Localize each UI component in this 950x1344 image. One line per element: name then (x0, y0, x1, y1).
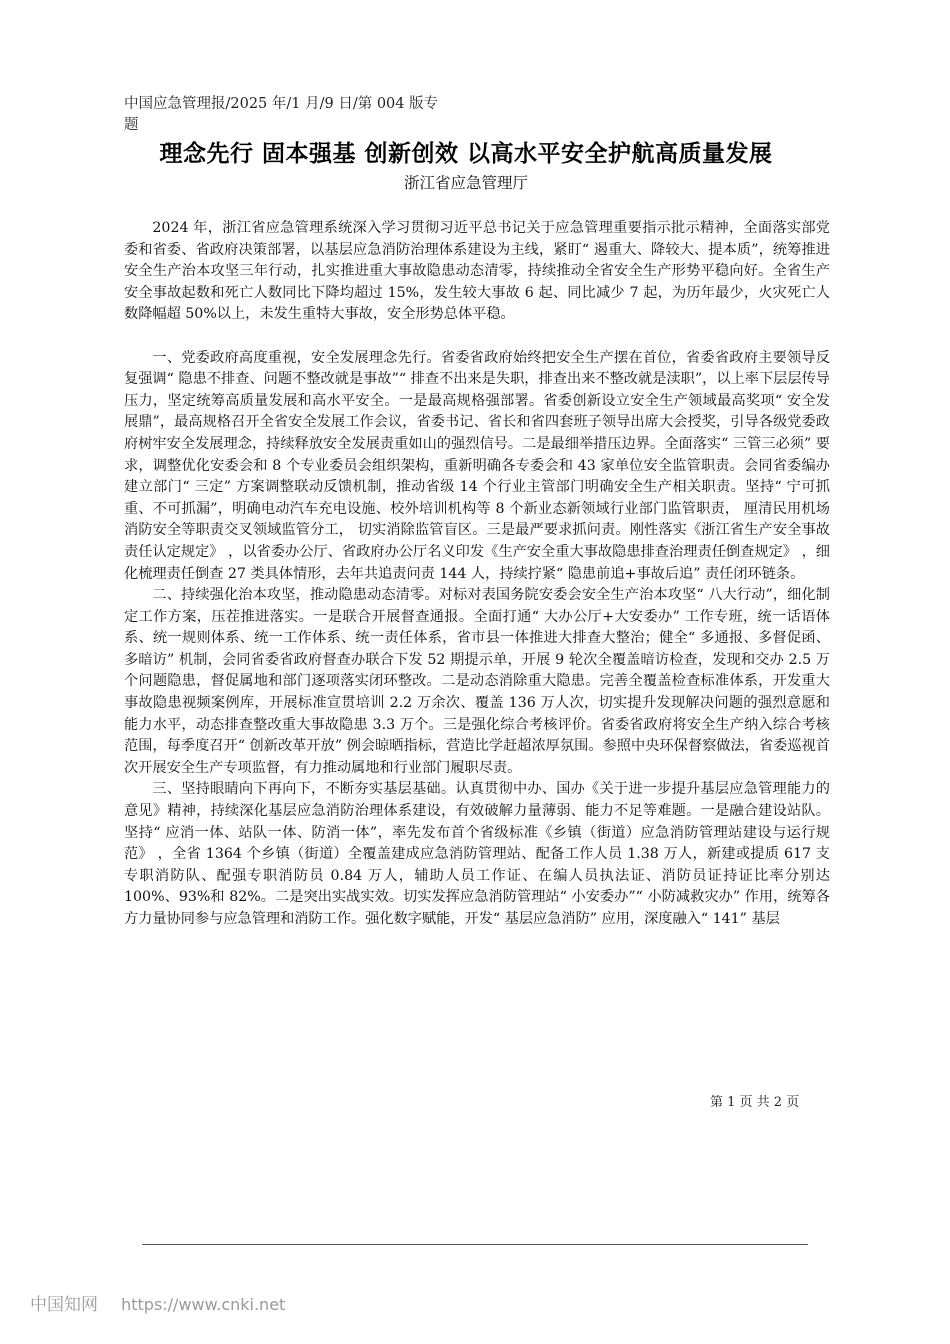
article-title: 理念先行 固本强基 创新创效 以高水平安全护航高质量发展 (159, 141, 773, 167)
watermark-url[interactable]: https://www.cnki.net (121, 1295, 286, 1314)
paragraph-section-2: 二、持续强化治本攻坚，推动隐患动态清零。对标对表国务院安委会安全生产治本攻坚“ 八大行动”，细化制定工作方案，压茬推进落实。一是联合开展督查通报。全面打通“ 大办公厅+大安委办” 工作专班，统一话语体系、统一规则体系、统一工作体系、统一责任体系，省市县一体推进大排查大整治；健全“ 多通报、多督促函、多暗访” 机制，会同省委省政府督查办联合下发 52 期提示单，开展 9 轮次全覆盖暗访检查，发现和交办 2.5 万个问题隐患，督促属地和部门逐项落实闭环整改。二是动态消除重大隐患。完善全覆盖检查标准体系，开发重大事故隐患视频案例库，开展标准宣贯培训 2.2 万余次、覆盖 136 万人次，切实提升发现解决问题的强烈意愿和能力水平，动态排查整改重大事故隐患 3.3 万个。三是强化综合考核评价。省委省政府将安全生产纳入综合考核范围，每季度召开“ 创新改革开放” 例会晾晒指标，营造比学赶超浓厚氛围。参照中央环保督察做法，省委巡视首次开展安全生产专项监督，有力推动属地和行业部门履职尽责。 (124, 587, 830, 776)
source-line: 中国应急管理报/2025 年/1 月/9 日/第 004 版专题 (124, 96, 439, 133)
footer-divider (142, 1244, 808, 1245)
article-author: 浙江省应急管理厅 (403, 174, 528, 192)
paragraph-intro: 2024 年，浙江省应急管理系统深入学习贯彻习近平总书记关于应急管理重要指示批示精神，全面落实部党委和省委、省政府决策部署，以基层应急消防治理体系建设为主线，紧盯“ 遏重大、降较大、提本质”，统筹推进安全生产治本攻坚三年行动，扎实推进重大事故隐患动态清零，持续推动全省安全生产形势平稳向好。全省生产安全事故起数和死亡人数同比下降均超过 15%，发生较大事故 6 起、同比减少 7 起，为历年最少，火灾死亡人数降幅超 50%以上，未发生重特大事故，安全形势总体平稳。 (124, 220, 830, 323)
paragraph-section-1: 一、党委政府高度重视，安全发展理念先行。省委省政府始终把安全生产摆在首位，省委省政府主要领导反复强调“ 隐患不排查、问题不整改就是事故”“ 排查不出来是失职，排查出来不整改就是渎职”，以上率下层层传导压力，坚定统筹高质量发展和高水平安全。一是最高规格强部署。省委创新设立安全生产领域最高奖项“ 安全发展鼎”，最高规格召开全省安全发展工作会议，省委书记、省长和省四套班子领导出席大会授奖，引导各级党委政府树牢安全发展理念，持续释放安全发展责重如山的强烈信号。二是最细举措压边界。全面落实“ 三管三必须” 要求，调整优化安委会和 8 个专业委员会组织架构，重新明确各专委会和 43 家单位安全监管职责。会同省委编办建立部门“ 三定” 方案调整联动反馈机制，推动省级 14 个行业主管部门明确安全生产相关职责。坚持“ 宁可抓重、不可抓漏”，明确电动汽车充电设施、校外培训机构等 8 个新业态新领域行业部门监管职责， 厘清民用机场消防安全等职责交叉领域监管分工， 切实消除监管盲区。三是最严要求抓问责。刚性落实《浙江省生产安全事故责任认定规定》 ，以省委办公厅、省政府办公厅名义印发《生产安全重大事故隐患排查治理责任倒查规定》 ，细化梳理责任倒查 27 类具体情形，去年共追责问责 144 人，持续拧紧“ 隐患前追+事故后追” 责任闭环链条。 (124, 349, 830, 582)
paragraph-section-3: 三、坚持眼睛向下再向下，不断夯实基层基础。认真贯彻中办、国办《关于进一步提升基层应急管理能力的意见》精神，持续深化基层应急消防治理体系建设，有效破解力量薄弱、能力不足等难题。一是融合建设站队。坚持“ 应消一体、站队一体、防消一体”，率先发布首个省级标准《乡镇（街道）应急消防管理站建设与运行规范》 ，全省 1364 个乡镇（街道）全覆盖建成应急消防管理站、配备工作人员 1.38 万人，新建或提质 617 支专职消防队、配强专职消防员 0.84 万人，辅助人员工作证、在编人员执法证、消防员证持证比率分别达 100%、93%和 82%。二是突出实战实效。切实发挥应急消防管理站“ 小安委办”“ 小防减救灾办” 作用，统筹各方力量协同参与应急管理和消防工作。强化数字赋能，开发“ 基层应急消防” 应用，深度融入“ 141” 基层 (124, 781, 830, 927)
watermark (30, 1294, 430, 1316)
article-body (124, 218, 830, 931)
watermark-brand: 中国知网 (30, 1295, 98, 1315)
page-number: 第 1 页 共 2 页 (710, 1095, 800, 1110)
